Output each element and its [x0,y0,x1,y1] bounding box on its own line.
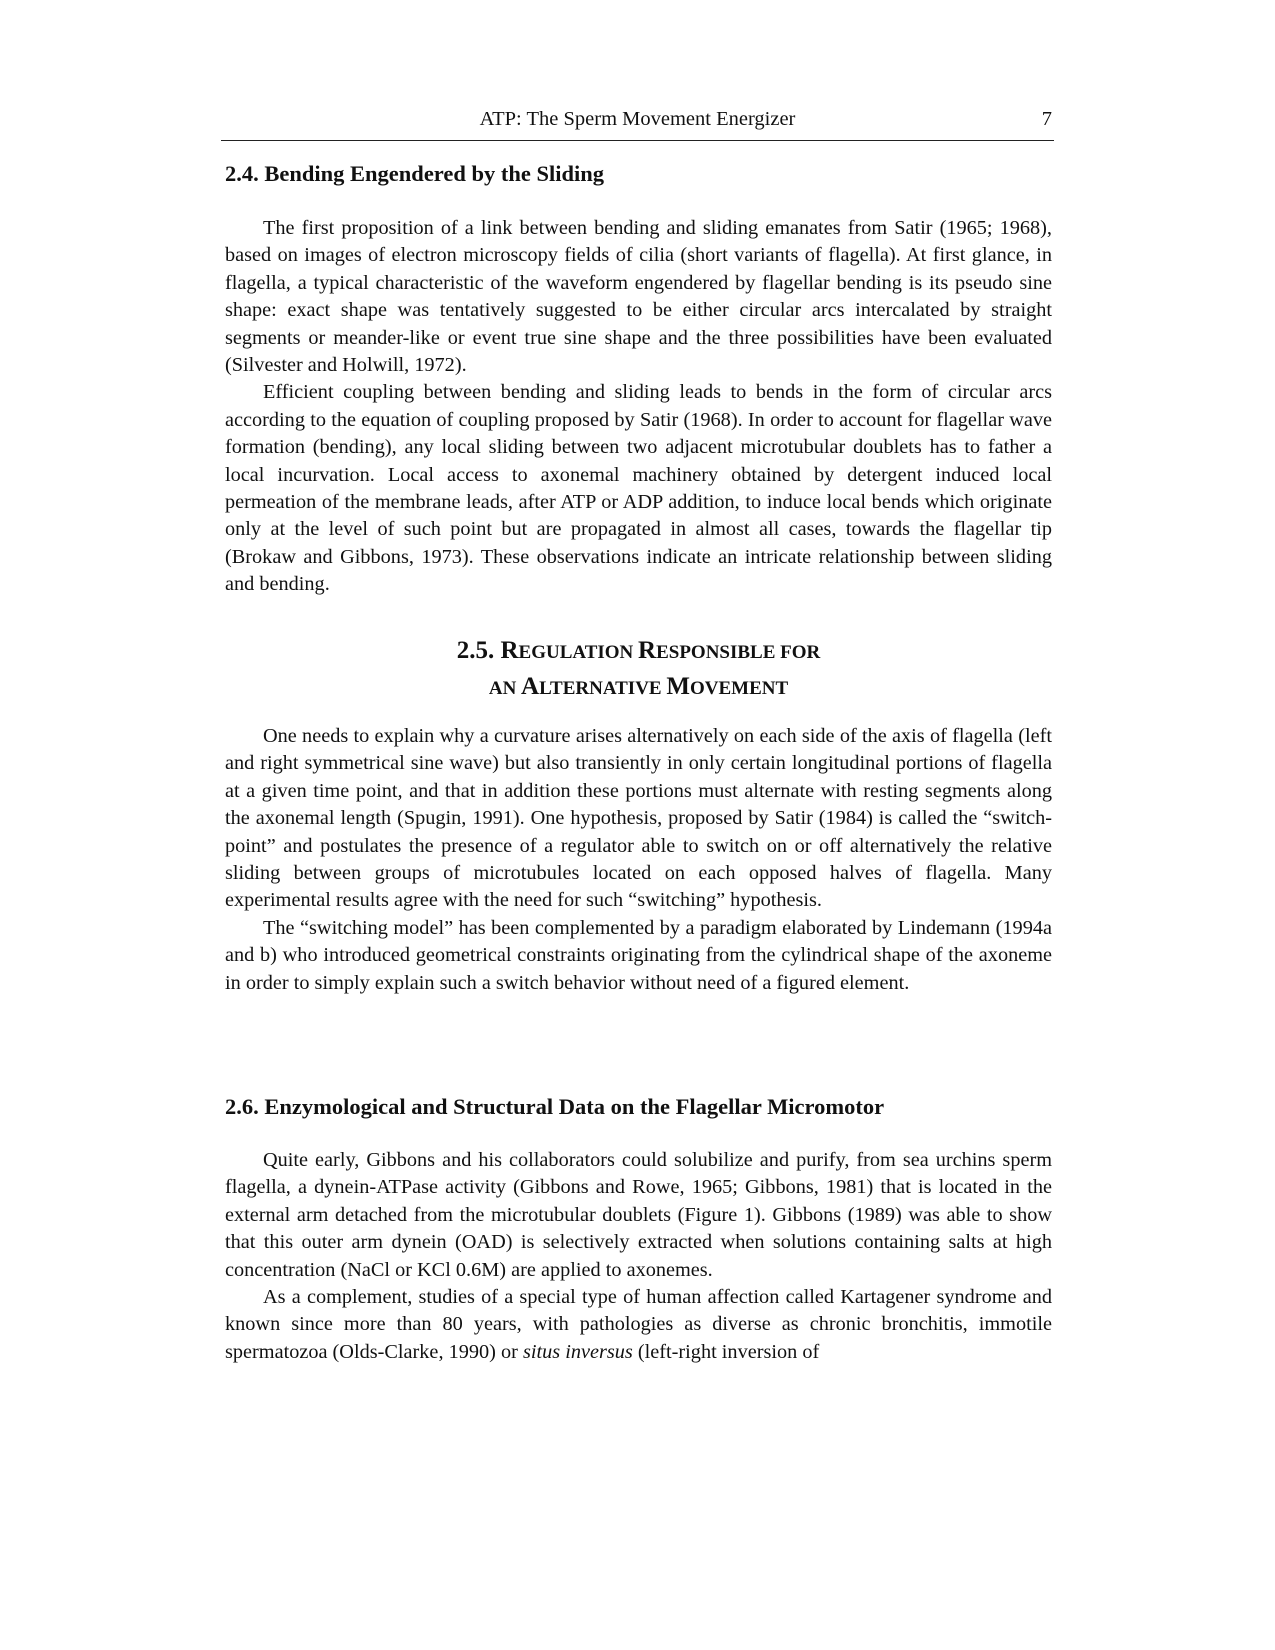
section-heading-2-4: 2.4. Bending Engendered by the Sliding [225,161,605,186]
paragraph: Efficient coupling between bending and sliding leads to bends in the form of circular arcs according to the equation of coupling proposed by Satir (1968). In order to account for flagellar wave formation (bending), any local sliding between two adjacent microtubular doublets has to father a local incurvation. Local access to axonemal machinery obtained by detergent induced local permeation of the membrane leads, after ATP or ADP addition, to induce local bends which originate only at the level of such point but are propagated in almost all cases, towards the flagellar tip (Brokaw and Gibbons, 1973). These observations indicate an intricate relationship between sliding and bending. [225,381,1052,596]
page-number: 7 [1041,108,1052,130]
paragraph: The “switching model” has been complemented by a paradigm elaborated by Lindemann (1994a and b) who introduced geometrical constraints originating from the cylindrical shape of the axoneme in order to simply explain such a switch behavior without need of a figured element. [225,916,1052,994]
section-2-4-body [225,215,1052,599]
heading-line-1: 2.5. REGULATION RESPONSIBLE FOR [456,637,821,664]
section-2-5-body [225,723,1052,997]
section-2-6-body [225,1147,1052,1366]
running-header [221,106,1054,141]
section-heading-2-6: 2.6. Enzymological and Structural Data on the Flagellar Micromotor [225,1094,885,1119]
paragraph: As a complement, studies of a special type of human affection called Kartagener syndrome and known since more than 80 years, with pathologies as diverse as chronic bronchitis, immotile spermatozoa (Olds-Clarke, 1990) or situs inversus (left-right inversion of [225,1286,1052,1363]
paragraph: Quite early, Gibbons and his collaborators could solubilize and purify, from sea urchins sperm flagella, a dynein-ATPase activity (Gibbons and Rowe, 1965; Gibbons, 1981) that is located in the external arm detached from the microtubular doublets (Figure 1). Gibbons (1989) was able to show that this outer arm dynein (OAD) is selectively extracted when solutions containing salts at high concentration (NaCl or KCl 0.6M) are applied to axonemes. [225,1149,1052,1281]
paragraph: One needs to explain why a curvature arises alternatively on each side of the axis of flagella (left and right symmetrical sine wave) but also transiently in only certain longitudinal portions of flagella at a given time point, and that in addition these portions must alternate with resting segments along the axonemal length (Spugin, 1991). One hypothesis, proposed by Satir (1984) is called the “switch-point” and postulates the presence of a regulator able to switch on or off alternatively the relative sliding between groups of microtubules located on each opposed halves of flagella. Many experimental results agree with the need for such “switching” hypothesis. [225,725,1052,912]
section-heading-2-5 [225,634,1052,706]
heading-line-2: AN ALTERNATIVE MOVEMENT [488,673,789,700]
paragraph: The first proposition of a link between bending and sliding emanates from Satir (1965; 1968), based on images of electron microscopy fields of cilia (short variants of flagella). At first glance, in flagella, a typical characteristic of the waveform engendered by flagellar bending is its pseudo sine shape: exact shape was tentatively suggested to be either circular arcs intercalated by straight segments or meander-like or event true sine shape and the three possibilities have been evaluated (Silvester and Holwill, 1972). [225,217,1052,377]
italic-term: situs inversus [522,1340,633,1363]
running-title: ATP: The Sperm Movement Energizer [479,108,796,130]
